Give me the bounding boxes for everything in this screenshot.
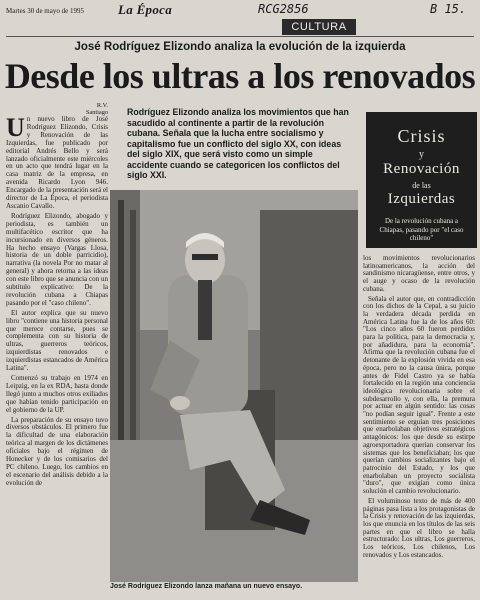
paragraph: Rodríguez Elizondo, abogado y periodista, es también un multifacético escritor que ha incursionado en diversos géneros. Ha hecho ensayo (Vargas Llosa, historia de un doble parricidio), narrativa (la novela Por no matar al general) y ahora retorna a las ideas con este libro que se anuncia con un subtítulo explicativo: De la revolución cubana a Chiapas pasando por el "caso chileno".: [6, 211, 108, 307]
paragraph: Señala el autor que, en contradicción con los dichos de la Cepal, a su juicio la verdadera década perdida en América Latina fue la de los años 60: "Los cinco años 60 fueron perdidos para la política, para la democracia y, por añadidura, para la economía". Afirma que la revolución cubana fue el detonante de la explosión vivida en esa época, pero no la causa única, porque antes de Fidel Castro ya se había fortalecido en la región una conciencia ideológica revolucionaria sobre el subdesarrollo y, con ella, la premura por actuar en algún sentido: las cosas "no podían seguir igual". Frente a este sentimiento se erguían tres posiciones que enarbolaban objetivos estratégicos antagónicos: los que desde su estirpe agroexportadora querían conservar los sistemas que los beneficiaban; los que querían cambios socializantes bajo el patrocinio del Estado, y los que enarbolaban un proyecto socialista "duro", que exigían como única solución el cambio revolucionario.: [363, 294, 475, 496]
archive-code: RCG2856: [258, 2, 309, 16]
author-portrait-image: [110, 190, 358, 582]
cover-title-line: Renovación: [383, 161, 460, 177]
newspaper-logo: La Época: [118, 2, 173, 17]
cover-title-line: de las: [412, 181, 431, 190]
header-rule: [6, 36, 474, 37]
paragraph: El voluminoso texto de más de 400 páginas pasa lista a los protagonistas de la Crisis y renovación de las izquierdas, los que enuncia en los títulos de las seis partes en que el libro se halla estructurado: Los ultras, Los guerreros, Los teóricos, Los chilenos, Los renovados y Los estancados.: [363, 496, 475, 559]
paragraph: El autor explica que su nuevo libro "contiene una historia personal que merece contarse, pues se complementa con su historia de ultras, guerreros teóricos, izquierdistas renovados e izquierdistas estancados de América Latina".: [6, 308, 108, 373]
cover-title-line: y: [419, 149, 424, 160]
right-column: [363, 255, 475, 561]
photo-caption: José Rodríguez Elizondo lanza mañana un nuevo ensayo.: [110, 583, 303, 590]
headline: Desde los ultras a los renovados: [4, 56, 476, 96]
cover-title-line: Crisis: [397, 126, 446, 146]
cover-title-line: Izquierdas: [387, 191, 456, 207]
author-photo: [110, 190, 358, 582]
cover-subtitle: De la revolución cubana a Chiapas, pasando por "el caso chileno": [379, 217, 464, 242]
kicker: José Rodríguez Elizondo analiza la evolución de la izquierda: [74, 41, 406, 53]
paragraph: Un nuevo libro de José Rodríguez Elizondo, Crisis y Renovación de las Izquierdas, fue publicado por editorial Andrés Bello y será lanzado oficialmente este miércoles en un acto que tendrá lugar en la casa matriz de la empresa, en avenida Ricardo Lyon 946. Encargado de la presentación será el director de La Época, el periodista Ascanio Cavallo.: [6, 113, 108, 210]
lead-paragraph: Rodríguez Elizondo analiza los movimientos que han sacudido al continente a partir de la revolución cubana. Señala que la lucha entre socialismo y capitalismo fue un conflicto del siglo XX, con ideas del siglo XIX, que será visto como un simple accidente cuando se categoricen los conflictos del siglo XXI.: [127, 107, 349, 180]
issue-date: Martes 30 de mayo de 1995: [6, 7, 84, 15]
paragraph: Comenzó su trabajo en 1974 en Leipzig, en la ex RDA, hasta donde llegó junto a muchos otros exiliados que habían tenido participación en el gobierno de la UP.: [6, 374, 108, 414]
section-label: CULTURA: [282, 19, 356, 35]
byline-place: Santiago: [85, 109, 108, 116]
page-note: B 15.: [430, 2, 467, 16]
dropcap: U: [6, 113, 25, 142]
book-cover: [366, 112, 477, 248]
byline-initials: R.V.: [96, 102, 108, 109]
left-column: [6, 102, 108, 490]
paragraph: La preparación de su ensayo tuvo diversos obstáculos. El primero fue la dificultad de una elaboración teórica al margen de los dictámenes oficiales bajo el régimen de Honecker y de los comisarios del PC chileno. Luego, los cambios en el escenario del análisis debido a la evolución de: [6, 415, 108, 487]
paragraph: los movimientos revolucionarios latinoamericanos, la acción del sandinismo nicaragüense, entre otros, y el auge y ocaso de la revolución cubana.: [363, 254, 475, 293]
